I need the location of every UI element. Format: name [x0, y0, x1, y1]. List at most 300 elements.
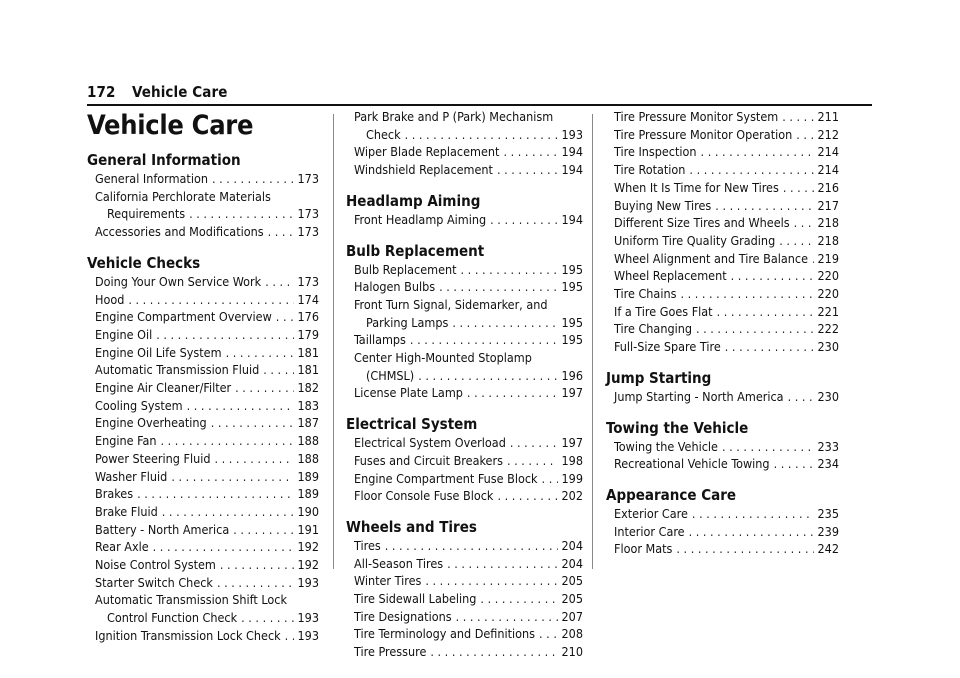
toc-entry[interactable]: [346, 470, 583, 488]
toc-page-number: 189: [297, 486, 319, 502]
toc-page-number: 188: [297, 433, 319, 449]
toc-entry-row: [354, 278, 583, 296]
toc-entry-row: [354, 555, 583, 573]
toc-entry-title: Winter Tires: [354, 573, 422, 589]
toc-page-number: 192: [297, 557, 319, 573]
toc-entry-row: [354, 331, 583, 349]
dot-leader: [812, 250, 814, 268]
toc-entry-row: [95, 223, 319, 241]
toc-entry[interactable]: [346, 161, 583, 179]
page-header: [87, 83, 872, 101]
toc-entry-row: [354, 126, 583, 144]
dot-leader: [160, 432, 293, 450]
toc-page-number: 216: [817, 179, 839, 195]
toc-entry[interactable]: [346, 108, 583, 143]
toc-entry-title: If a Tire Goes Flat: [614, 303, 713, 319]
dot-leader: [241, 609, 293, 627]
toc-entry-row: [354, 572, 583, 590]
toc-entry[interactable]: [87, 627, 319, 645]
toc-entry[interactable]: [606, 523, 839, 541]
toc-entry-row: [354, 643, 583, 661]
toc-section: [346, 414, 583, 505]
toc-page-number: 195: [561, 314, 583, 330]
toc-entry[interactable]: [346, 643, 583, 661]
toc-page-number: 239: [817, 523, 839, 539]
toc-page-number: 174: [297, 291, 319, 307]
dot-leader: [447, 555, 557, 573]
toc-entry[interactable]: [606, 388, 839, 406]
toc-entry[interactable]: [346, 590, 583, 608]
dot-leader: [722, 438, 814, 456]
toc-entry[interactable]: [87, 291, 319, 309]
toc-entry-row: [95, 291, 319, 309]
toc-entry[interactable]: [346, 331, 583, 349]
toc-page-number: 190: [297, 503, 319, 519]
toc-entry-title: Tire Pressure Monitor System: [614, 109, 779, 124]
toc-entry-title: Uniform Tire Quality Grading: [614, 232, 776, 248]
toc-section: [606, 418, 839, 473]
section-heading: Towing the Vehicle: [606, 418, 749, 437]
section-heading: Bulb Replacement: [346, 241, 485, 260]
toc-page-number: 194: [561, 211, 583, 227]
dot-leader: [385, 537, 558, 555]
toc-entry[interactable]: [87, 170, 319, 188]
toc-page-number: 214: [817, 144, 839, 160]
dot-leader: [235, 379, 293, 397]
toc-entry[interactable]: [346, 143, 583, 161]
dot-leader: [717, 303, 814, 321]
toc-entry[interactable]: [346, 452, 583, 470]
toc-entry[interactable]: [87, 591, 319, 626]
toc-entry-row: [95, 397, 319, 415]
toc-page-number: 222: [817, 321, 839, 337]
toc-entry[interactable]: [606, 455, 839, 473]
dot-leader: [187, 397, 294, 415]
toc-entry-row: [614, 232, 839, 250]
toc-entry[interactable]: [87, 397, 319, 415]
toc-entry-title: Fuses and Circuit Breakers: [354, 452, 503, 468]
toc-entry[interactable]: [87, 361, 319, 379]
toc-page-number: 235: [817, 505, 839, 521]
toc-entry-row: [95, 574, 319, 592]
toc-entry-title: (CHMSL): [366, 367, 415, 383]
toc-entry[interactable]: [346, 555, 583, 573]
toc-entry-title: Power Steering Fluid: [95, 450, 211, 466]
toc-entry-row: [614, 250, 839, 268]
dot-leader: [467, 384, 558, 402]
toc-entry-title: Tire Terminology and Definitions: [354, 626, 536, 642]
section-heading: Headlamp Aiming: [346, 191, 481, 210]
toc-entry[interactable]: [87, 223, 319, 241]
toc-entry-title: Interior Care: [614, 523, 685, 539]
toc-entry-row: [95, 432, 319, 450]
toc-entry[interactable]: [87, 538, 319, 556]
toc-entry-title: Electrical System Overload: [354, 435, 506, 451]
toc-entry-title: Tire Designations: [354, 608, 452, 624]
toc-entry-title: Engine Oil: [95, 326, 153, 342]
toc-page-number: 234: [817, 456, 839, 472]
toc-page-number: 211: [817, 109, 839, 124]
dot-leader: [153, 538, 294, 556]
toc-page-number: 242: [817, 541, 839, 557]
toc-entry[interactable]: [87, 326, 319, 344]
toc-entry-row: [614, 523, 839, 541]
toc-page-number: 173: [297, 224, 319, 240]
toc-entry-row: [95, 361, 319, 379]
toc-entry-row: [95, 450, 319, 468]
toc-entry-title: Exterior Care: [614, 505, 688, 521]
dot-leader: [425, 572, 557, 590]
toc-entry[interactable]: [346, 278, 583, 296]
toc-page-number: 182: [297, 380, 319, 396]
toc-page-number: 181: [297, 362, 319, 378]
toc-entry[interactable]: [606, 285, 839, 303]
column-divider: [333, 114, 334, 569]
toc-entry[interactable]: [606, 161, 839, 179]
toc-page-number: 173: [297, 206, 319, 222]
toc-section: [606, 108, 839, 356]
dot-leader: [212, 170, 294, 188]
toc-entry-row: [95, 503, 319, 521]
toc-page-number: 192: [297, 539, 319, 555]
dot-leader: [162, 503, 294, 521]
section-heading: General Information: [87, 151, 241, 169]
toc-entry[interactable]: [606, 303, 839, 321]
toc-section: [346, 241, 583, 403]
toc-entry-title: Engine Air Cleaner/Filter: [95, 380, 232, 396]
toc-column-1: [87, 150, 319, 657]
dot-leader: [215, 450, 294, 468]
toc-page-number: 195: [561, 261, 583, 277]
toc-entry-title: Check: [366, 126, 401, 142]
toc-page-number: 202: [561, 488, 583, 504]
toc-page-number: 194: [561, 162, 583, 178]
toc-page-number: 230: [817, 388, 839, 404]
toc-entry[interactable]: [606, 250, 839, 268]
toc-entry-row: [354, 143, 583, 161]
dot-leader: [265, 273, 293, 291]
toc-entry-row: [354, 452, 583, 470]
toc-page-number: 210: [561, 644, 583, 660]
toc-page-number: 220: [817, 286, 839, 302]
toc-entry-title: Front Headlamp Aiming: [354, 211, 487, 227]
toc-entry[interactable]: [346, 487, 583, 505]
toc-entry[interactable]: [87, 556, 319, 574]
toc-entry-title: Jump Starting - North America: [614, 388, 784, 404]
toc-entry-row: [614, 197, 839, 215]
toc-page-number: 194: [561, 144, 583, 160]
toc-entry-row: [354, 487, 583, 505]
toc-entry-title: Tire Sidewall Labeling: [354, 591, 477, 607]
toc-entry[interactable]: [346, 296, 583, 331]
toc-entry-title: Doing Your Own Service Work: [95, 273, 262, 289]
toc-entry-row: [614, 303, 839, 321]
toc-entry-row: [95, 308, 319, 326]
toc-entry-title: Halogen Bulbs: [354, 279, 436, 295]
toc-page-number: 193: [297, 610, 319, 626]
toc-page-number: 217: [817, 197, 839, 213]
toc-entry-title: Accessories and Modifications: [95, 224, 264, 240]
toc-entry-row: [614, 179, 839, 197]
dot-leader: [263, 361, 293, 379]
section-heading: Wheels and Tires: [346, 517, 477, 536]
section-heading: Jump Starting: [606, 368, 712, 387]
toc-entry[interactable]: [87, 503, 319, 521]
toc-entry-title: Tires: [354, 537, 381, 553]
toc-page-number: 197: [561, 435, 583, 451]
toc-entry-row: [614, 143, 839, 161]
dot-leader: [217, 574, 294, 592]
toc-entry[interactable]: [346, 572, 583, 590]
toc-entry[interactable]: [87, 308, 319, 326]
toc-entry-row: [354, 608, 583, 626]
toc-entry-row: [95, 379, 319, 397]
toc-entry[interactable]: [87, 468, 319, 486]
toc-entry-title: Buying New Tires: [614, 197, 712, 213]
toc-entry-title: Cooling System: [95, 397, 183, 413]
toc-entry-title: Towing the Vehicle: [614, 438, 718, 454]
toc-entry-title: General Information: [95, 171, 208, 186]
toc-entry[interactable]: [346, 384, 583, 402]
toc-entry[interactable]: [346, 349, 583, 384]
toc-page-number: 204: [561, 555, 583, 571]
toc-section: [346, 517, 583, 661]
toc-entry-title: Brake Fluid: [95, 503, 158, 519]
toc-entry-title: Recreational Vehicle Towing: [614, 456, 770, 472]
dot-leader: [405, 126, 558, 144]
dot-leader: [220, 556, 294, 574]
toc-entry-row: [354, 384, 583, 402]
toc-entry[interactable]: [346, 625, 583, 643]
dot-leader: [796, 126, 813, 144]
toc-entry-row: [95, 538, 319, 556]
toc-entry-title: Hood: [95, 291, 125, 307]
toc-entry-title: Parking Lamps: [366, 314, 449, 330]
toc-entry-row: [614, 388, 839, 406]
toc-entry-title: Noise Control System: [95, 557, 216, 573]
toc-entry[interactable]: [606, 438, 839, 456]
toc-entry[interactable]: [87, 432, 319, 450]
toc-page-number: 195: [561, 279, 583, 295]
toc-column-2: [346, 108, 583, 673]
toc-entry[interactable]: [87, 521, 319, 539]
dot-leader: [268, 223, 294, 241]
toc-entry[interactable]: [606, 179, 839, 197]
toc-page-number: 218: [817, 232, 839, 248]
toc-entry[interactable]: [87, 414, 319, 432]
toc-entry-row: [354, 367, 583, 385]
chapter-title: Vehicle Care: [87, 110, 254, 141]
toc-entry-title: Windshield Replacement: [354, 162, 493, 178]
toc-entry[interactable]: [346, 608, 583, 626]
dot-leader: [689, 161, 813, 179]
toc-entry-title: Different Size Tires and Wheels: [614, 215, 790, 231]
toc-page-number: 193: [297, 627, 319, 643]
toc-entry[interactable]: [606, 505, 839, 523]
toc-entry[interactable]: [606, 143, 839, 161]
dot-leader: [701, 143, 814, 161]
toc-entry-row: [614, 161, 839, 179]
toc-section: [87, 150, 319, 241]
toc-entry-title: License Plate Lamp: [354, 385, 463, 401]
dot-leader: [696, 320, 814, 338]
toc-entry-row: [95, 344, 319, 362]
page-number: 172: [87, 83, 116, 101]
dot-leader: [430, 643, 557, 661]
toc-entry-row: [354, 261, 583, 279]
toc-entry-title: Automatic Transmission Fluid: [95, 362, 260, 378]
toc-entry-title: Control Function Check: [107, 610, 238, 626]
dot-leader: [539, 625, 558, 643]
toc-entry-title-line1: Park Brake and P (Park) Mechanism: [354, 109, 554, 124]
toc-entry-title: Floor Mats: [614, 541, 673, 557]
toc-entry-title: Battery - North America: [95, 521, 230, 537]
toc-entry[interactable]: [606, 214, 839, 232]
running-header: [87, 83, 872, 101]
toc-page-number: 191: [297, 521, 319, 537]
toc-entry-row: [614, 505, 839, 523]
toc-entry-title: Tire Inspection: [614, 144, 697, 160]
toc-page-number: 205: [561, 591, 583, 607]
toc-entry[interactable]: [346, 537, 583, 555]
toc-entry-row: [614, 285, 839, 303]
toc-entry[interactable]: [87, 379, 319, 397]
dot-leader: [503, 143, 557, 161]
toc-entry-title: Wheel Replacement: [614, 268, 727, 284]
dot-leader: [276, 308, 294, 326]
dot-leader: [128, 291, 293, 309]
toc-page-number: 198: [561, 452, 583, 468]
dot-leader: [680, 285, 813, 303]
toc-entry-title: Rear Axle: [95, 539, 149, 555]
toc-entry[interactable]: [346, 261, 583, 279]
toc-page-number: 233: [817, 438, 839, 454]
toc-entry-row: [354, 211, 583, 229]
toc-entry[interactable]: [87, 273, 319, 291]
dot-leader: [156, 326, 293, 344]
dot-leader: [782, 108, 813, 126]
toc-page-number: 193: [561, 126, 583, 142]
toc-entry[interactable]: [346, 211, 583, 229]
toc-page-number: 219: [817, 250, 839, 266]
toc-entry-row: [95, 521, 319, 539]
dot-leader: [794, 214, 814, 232]
dot-leader: [171, 468, 293, 486]
toc-page-number: 173: [297, 171, 319, 186]
toc-entry[interactable]: [606, 320, 839, 338]
toc-entry-title: All-Season Tires: [354, 555, 444, 571]
dot-leader: [731, 267, 814, 285]
toc-entry-title-line1: Front Turn Signal, Sidemarker, and: [354, 296, 548, 312]
dot-leader: [692, 505, 814, 523]
toc-entry-title: Tire Pressure: [354, 644, 427, 660]
toc-entry[interactable]: [87, 574, 319, 592]
toc-entry-title: Tire Changing: [614, 321, 692, 337]
dot-leader: [418, 367, 557, 385]
toc-page-number: 214: [817, 162, 839, 178]
section-heading: Vehicle Checks: [87, 253, 201, 272]
toc-entry[interactable]: [87, 450, 319, 468]
toc-entry-row: [354, 470, 583, 488]
toc-page-number: 187: [297, 415, 319, 431]
toc-entry[interactable]: [87, 344, 319, 362]
toc-entry[interactable]: [606, 540, 839, 558]
dot-leader: [490, 211, 557, 229]
dot-leader: [226, 344, 294, 362]
toc-entry-title: Starter Switch Check: [95, 574, 213, 590]
toc-page-number: 212: [817, 126, 839, 142]
dot-leader: [410, 331, 558, 349]
toc-page-number: 179: [297, 326, 319, 342]
toc-entry-row: [95, 170, 319, 188]
toc-entry[interactable]: [606, 197, 839, 215]
dot-leader: [456, 608, 558, 626]
dot-leader: [542, 470, 558, 488]
toc-entry[interactable]: [87, 485, 319, 503]
toc-entry[interactable]: [606, 108, 839, 126]
toc-entry-row: [95, 468, 319, 486]
toc-page-number: 220: [817, 268, 839, 284]
toc-entry-title: Washer Fluid: [95, 468, 168, 484]
toc-page-number: 205: [561, 573, 583, 589]
toc-section: [346, 108, 583, 179]
toc-section: [346, 191, 583, 229]
toc-entry-title: Ignition Transmission Lock Check: [95, 627, 281, 643]
toc-page-number: 176: [297, 309, 319, 325]
toc-entry[interactable]: [606, 126, 839, 144]
toc-entry-row: [95, 627, 319, 645]
dot-leader: [439, 278, 557, 296]
toc-section: [606, 368, 839, 406]
toc-entry[interactable]: [346, 434, 583, 452]
toc-entry[interactable]: [606, 267, 839, 285]
toc-page-number: 195: [561, 332, 583, 348]
toc-entry-title: Full-Size Spare Tire: [614, 339, 721, 355]
toc-entry-title: Engine Fan: [95, 433, 157, 449]
dot-leader: [480, 590, 557, 608]
toc-column-3: [606, 108, 839, 570]
toc-entry-row: [95, 273, 319, 291]
toc-section: [87, 253, 319, 645]
column-divider: [592, 114, 593, 569]
toc-entry-title: Requirements: [107, 206, 186, 222]
toc-page-number: 181: [297, 344, 319, 360]
toc-page-number: 188: [297, 450, 319, 466]
toc-page-number: 173: [297, 273, 319, 289]
toc-entry-title: Floor Console Fuse Block: [354, 488, 494, 504]
dot-leader: [774, 455, 814, 473]
dot-leader: [233, 521, 293, 539]
toc-entry-row: [614, 126, 839, 144]
dot-leader: [189, 205, 293, 223]
toc-entry-row: [614, 214, 839, 232]
toc-entry[interactable]: [87, 188, 319, 223]
toc-entry[interactable]: [606, 232, 839, 250]
toc-entry-row: [354, 590, 583, 608]
dot-leader: [211, 414, 294, 432]
toc-entry-row: [354, 434, 583, 452]
toc-section: [606, 485, 839, 558]
toc-entry-title: Brakes: [95, 486, 134, 502]
toc-entry-row: [614, 320, 839, 338]
toc-page-number: 189: [297, 468, 319, 484]
toc-entry-row: [614, 540, 839, 558]
toc-page-number: 207: [561, 608, 583, 624]
toc-entry-row: [354, 625, 583, 643]
toc-page-number: 218: [817, 215, 839, 231]
dot-leader: [689, 523, 814, 541]
toc-entry[interactable]: [606, 338, 839, 356]
